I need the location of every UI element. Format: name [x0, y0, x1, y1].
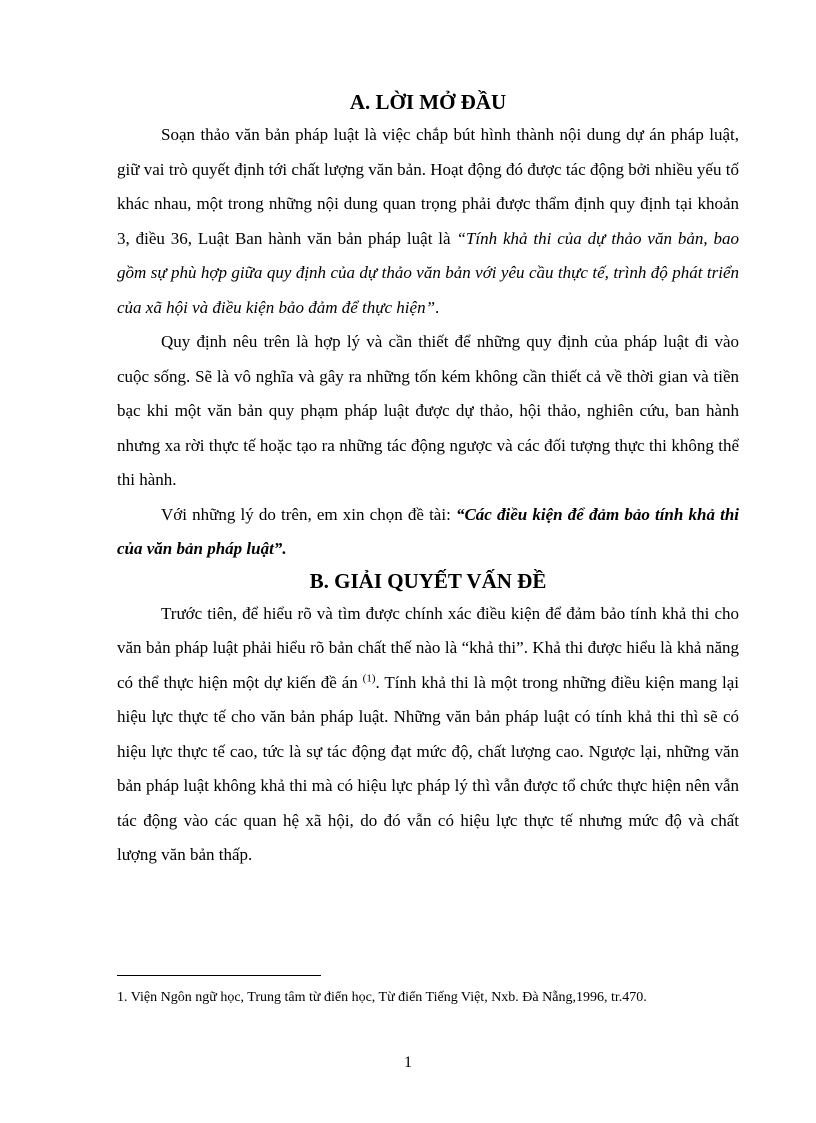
section-b-paragraph-1 — [117, 597, 739, 873]
section-a-heading: A. LỜI MỞ ĐẦU — [349, 90, 507, 114]
paragraph-end: . — [435, 297, 440, 317]
essay-topic: “Các điều kiện để đảm bảo tính khả thi của văn bản pháp luật” — [117, 504, 739, 558]
paragraph-text: . Tính khả thi là một trong những điều kiện mang lại hiệu lực thực tế cho văn bản pháp luật. Những văn bản pháp luật có tính khả thi thì sẽ có hiệu lực thực tế cao, tức là sự tác động đạt mức độ, chất lượng cao. Ngược lại, những văn bản pháp luật không khả thi mà có hiệu lực pháp lý thì vẫn được tổ chức thực hiện nên vẫn tác động vào các quan hệ xã hội, do đó vẫn có hiệu lực thực tế nhưng mức độ và chất lượng văn bản thấp. — [117, 672, 739, 864]
footnote: 1. Viện Ngôn ngữ học, Trung tâm từ điển học, Từ điển Tiếng Việt, Nxb. Đà Nẵng,1996, tr.470. — [117, 990, 647, 1005]
page-content — [117, 88, 739, 873]
paragraph-text: Soạn thảo văn bản pháp luật là việc chắp bút hình thành nội dung dự án pháp luật, giữ vai trò quyết định tới chất lượng văn bản. Hoạt động đó được tác động bởi nhiều yếu tố khác nhau, một trong những nội dung quan trọng phải được thẩm định quy định tại khoản 3, điều 36, Luật Ban hành văn bản pháp luật là — [117, 125, 739, 248]
quoted-law-excerpt: “Tính khả thi của dự thảo văn bản, bao gồm sự phù hợp giữa quy định của dự thảo văn bản với yêu cầu thực tế, trình độ phát triển của xã hội và điều kiện bảo đảm để thực hiện” — [117, 228, 739, 317]
section-a-paragraph-1 — [117, 118, 739, 325]
footnote-separator — [117, 975, 321, 976]
section-a-paragraph-2: Quy định nêu trên là hợp lý và cần thiết để những quy định của pháp luật đi vào cuộc sống. Sẽ là vô nghĩa và gây ra những tốn kém không cần thiết cả về thời gian và tiền bạc khi một văn bản quy phạm pháp luật được dự thảo, hội thảo, nghiên cứu, ban hành nhưng xa rời thực tế hoặc tạo ra những tác động ngược và các đối tượng thực thi không thể thi hành. — [117, 332, 739, 489]
section-a-paragraph-3 — [117, 498, 739, 567]
section-b-heading: B. GIẢI QUYẾT VẤN ĐỀ — [309, 568, 547, 593]
paragraph-text: Trước tiên, để hiểu rõ và tìm được chính xác điều kiện để đảm bảo tính khả thi cho văn bản pháp luật phải hiểu rõ bản chất thế nào là “khả thi”. Khả thi được hiểu là khả năng có thể thực hiện một dự kiến đề án — [117, 603, 739, 692]
footnote-reference[interactable]: (1) — [362, 671, 376, 684]
paragraph-end: . — [282, 539, 287, 558]
page-number: 1 — [404, 1054, 412, 1071]
paragraph-text: Với những lý do trên, em xin chọn đề tài: — [161, 504, 456, 524]
